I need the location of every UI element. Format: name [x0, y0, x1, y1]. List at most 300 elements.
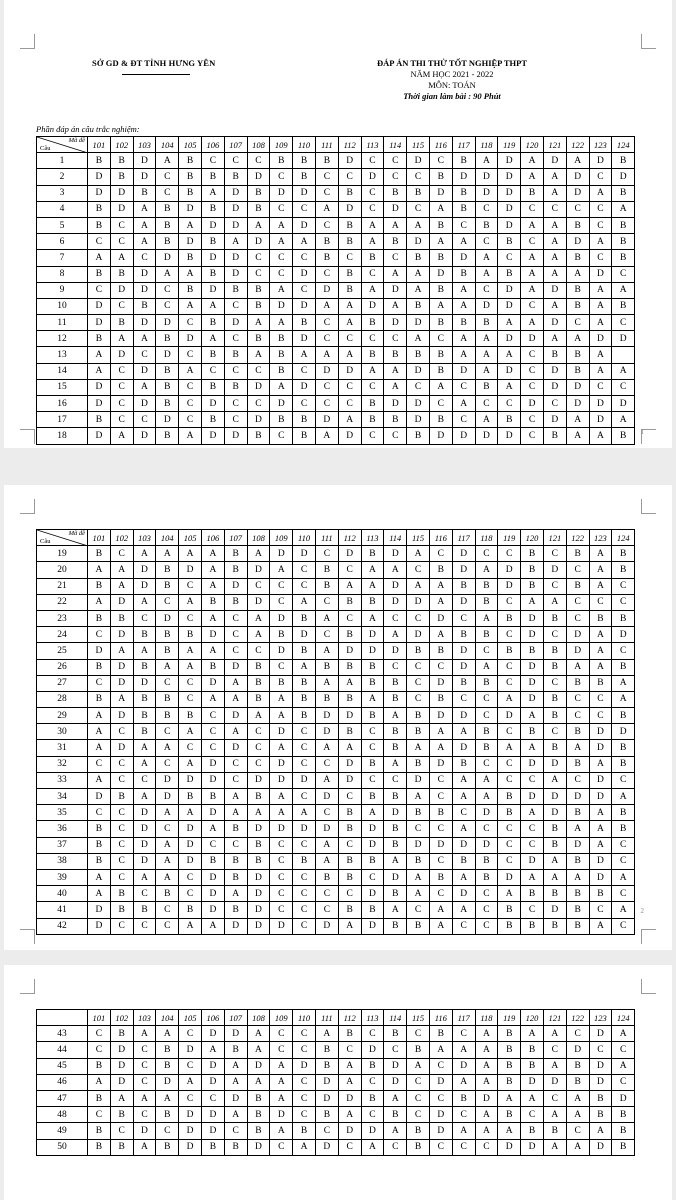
- answer-cell: A: [179, 217, 202, 233]
- answer-cell: B: [293, 643, 316, 659]
- answer-cell: B: [589, 675, 612, 691]
- answer-cell: A: [475, 562, 498, 578]
- answer-cell: A: [156, 659, 179, 675]
- answer-cell: A: [612, 363, 635, 379]
- answer-cell: C: [338, 331, 361, 347]
- answer-cell: B: [566, 546, 589, 562]
- answer-cell: A: [543, 250, 566, 266]
- answer-cell: D: [384, 869, 407, 885]
- answer-cell: C: [315, 185, 338, 201]
- answer-cell: B: [429, 643, 452, 659]
- answer-cell: C: [133, 610, 156, 626]
- answer-cell: C: [407, 1074, 430, 1090]
- answer-cell: A: [247, 347, 270, 363]
- answer-cell: A: [543, 331, 566, 347]
- answer-cell: C: [361, 201, 384, 217]
- answer-cell: D: [452, 659, 475, 675]
- answer-cell: D: [156, 772, 179, 788]
- answer-cell: D: [429, 1107, 452, 1123]
- answer-cell: D: [315, 412, 338, 428]
- answer-cell: D: [179, 853, 202, 869]
- answer-cell: C: [498, 396, 521, 412]
- answer-cell: B: [88, 1123, 111, 1139]
- exam-code-header: 102: [110, 1010, 133, 1026]
- header-cau-label: Câu: [40, 145, 51, 153]
- answer-cell: A: [270, 1090, 293, 1106]
- crop-mark: [20, 499, 35, 514]
- answer-cell: C: [293, 740, 316, 756]
- answer-cell: C: [566, 1026, 589, 1042]
- answer-cell: A: [270, 1058, 293, 1074]
- answer-cell: C: [338, 837, 361, 853]
- answer-cell: B: [384, 234, 407, 250]
- answer-cell: D: [521, 610, 544, 626]
- answer-cell: B: [521, 546, 544, 562]
- answer-cell: B: [361, 853, 384, 869]
- answer-cell: A: [384, 562, 407, 578]
- answer-cell: D: [498, 217, 521, 233]
- answer-cell: A: [521, 217, 544, 233]
- answer-cell: A: [475, 789, 498, 805]
- answer-cell: C: [293, 1026, 316, 1042]
- answer-cell: B: [179, 627, 202, 643]
- exam-code-header: 106: [201, 1010, 224, 1026]
- answer-cell: D: [179, 562, 202, 578]
- exam-code-header: 109: [270, 137, 293, 153]
- answer-cell: A: [543, 217, 566, 233]
- answer-cell: B: [88, 578, 111, 594]
- answer-cell: D: [315, 1074, 338, 1090]
- answer-cell: A: [589, 562, 612, 578]
- answer-cell: A: [589, 185, 612, 201]
- answer-cell: C: [452, 805, 475, 821]
- answer-cell: A: [247, 610, 270, 626]
- answer-cell: B: [224, 869, 247, 885]
- answer-cell: C: [407, 169, 430, 185]
- answer-cell: C: [475, 821, 498, 837]
- answer-cell: B: [452, 1090, 475, 1106]
- exam-code-header: 101: [88, 1010, 111, 1026]
- answer-cell: B: [315, 578, 338, 594]
- answer-cell: D: [566, 234, 589, 250]
- answer-cell: D: [589, 1139, 612, 1155]
- answer-cell: B: [475, 869, 498, 885]
- answer-cell: A: [179, 1074, 202, 1090]
- answer-cell: D: [384, 643, 407, 659]
- answer-cell: C: [521, 428, 544, 444]
- answer-cell: C: [452, 412, 475, 428]
- answer-cell: C: [88, 282, 111, 298]
- answer-cell: B: [384, 347, 407, 363]
- answer-cell: D: [270, 772, 293, 788]
- answer-cell: D: [384, 282, 407, 298]
- table-row: [37, 643, 635, 659]
- answer-cell: B: [452, 315, 475, 331]
- answer-cell: C: [521, 412, 544, 428]
- answer-cell: D: [589, 724, 612, 740]
- answer-cell: D: [110, 594, 133, 610]
- answer-cell: C: [612, 266, 635, 282]
- table-row: [37, 282, 635, 298]
- answer-cell: A: [88, 886, 111, 902]
- answer-cell: A: [475, 1058, 498, 1074]
- answer-cell: C: [110, 772, 133, 788]
- answer-cell: C: [612, 1074, 635, 1090]
- answer-cell: B: [429, 805, 452, 821]
- question-number: 19: [37, 546, 88, 562]
- answer-cell: B: [270, 363, 293, 379]
- answer-cell: A: [498, 315, 521, 331]
- answer-cell: A: [429, 578, 452, 594]
- answer-cell: B: [589, 610, 612, 626]
- exam-code-header: 101: [88, 530, 111, 546]
- question-number: 41: [37, 902, 88, 918]
- answer-cell: C: [566, 315, 589, 331]
- answer-cell: B: [429, 282, 452, 298]
- answer-cell: C: [407, 562, 430, 578]
- answer-cell: C: [429, 772, 452, 788]
- answer-cell: D: [566, 643, 589, 659]
- answer-cell: C: [498, 724, 521, 740]
- answer-cell: D: [224, 740, 247, 756]
- exam-code-header: 116: [429, 137, 452, 153]
- answer-cell: A: [384, 853, 407, 869]
- answer-cell: A: [88, 1074, 111, 1090]
- answer-cell: A: [110, 578, 133, 594]
- answer-cell: C: [566, 201, 589, 217]
- exam-code-header: 119: [498, 1010, 521, 1026]
- answer-cell: C: [179, 347, 202, 363]
- answer-cell: A: [543, 1058, 566, 1074]
- question-number: 29: [37, 708, 88, 724]
- exam-code-header: 107: [224, 137, 247, 153]
- answer-cell: C: [543, 1042, 566, 1058]
- answer-cell: A: [338, 740, 361, 756]
- answer-cell: B: [315, 1042, 338, 1058]
- answer-cell: B: [407, 805, 430, 821]
- answer-cell: A: [315, 772, 338, 788]
- answer-cell: C: [179, 379, 202, 395]
- answer-cell: A: [589, 234, 612, 250]
- table-row: [37, 201, 635, 217]
- answer-cell: B: [315, 562, 338, 578]
- answer-cell: B: [338, 821, 361, 837]
- answer-cell: C: [521, 837, 544, 853]
- answer-cell: B: [384, 918, 407, 934]
- answer-cell: D: [179, 234, 202, 250]
- answer-cell: A: [475, 153, 498, 169]
- answer-cell: C: [315, 379, 338, 395]
- answer-cell: C: [429, 821, 452, 837]
- answer-cell: C: [566, 594, 589, 610]
- answer-cell: C: [110, 869, 133, 885]
- answer-cell: D: [247, 594, 270, 610]
- answer-cell: D: [589, 396, 612, 412]
- answer-cell: D: [566, 396, 589, 412]
- answer-cell: B: [612, 756, 635, 772]
- answer-cell: A: [498, 740, 521, 756]
- question-number: 9: [37, 282, 88, 298]
- answer-cell: A: [452, 902, 475, 918]
- answer-cell: C: [429, 331, 452, 347]
- answer-cell: B: [566, 902, 589, 918]
- exam-code-header: 124: [612, 530, 635, 546]
- answer-cell: C: [452, 1026, 475, 1042]
- answer-cell: A: [133, 643, 156, 659]
- answer-cell: C: [338, 169, 361, 185]
- answer-cell: B: [612, 562, 635, 578]
- question-number: 11: [37, 315, 88, 331]
- answer-cell: C: [156, 185, 179, 201]
- answer-cell: C: [293, 756, 316, 772]
- question-number: 2: [37, 169, 88, 185]
- answer-cell: B: [270, 347, 293, 363]
- answer-cell: A: [315, 610, 338, 626]
- exam-code-header: 116: [429, 530, 452, 546]
- answer-cell: A: [589, 282, 612, 298]
- answer-cell: B: [270, 627, 293, 643]
- answer-cell: C: [156, 918, 179, 934]
- exam-code-header: 115: [407, 137, 430, 153]
- answer-cell: C: [156, 724, 179, 740]
- answer-cell: A: [270, 1074, 293, 1090]
- question-number: 44: [37, 1042, 88, 1058]
- answer-cell: B: [247, 789, 270, 805]
- answer-cell: C: [224, 643, 247, 659]
- answer-cell: A: [543, 1139, 566, 1155]
- answer-cell: A: [179, 363, 202, 379]
- answer-cell: C: [110, 1123, 133, 1139]
- answer-cell: B: [407, 1042, 430, 1058]
- table-row: [37, 837, 635, 853]
- answer-cell: A: [407, 331, 430, 347]
- answer-cell: C: [475, 643, 498, 659]
- answer-cell: A: [521, 266, 544, 282]
- answer-cell: A: [270, 805, 293, 821]
- answer-cell: C: [88, 675, 111, 691]
- answer-cell: A: [589, 578, 612, 594]
- answer-cell: A: [566, 1139, 589, 1155]
- answer-cell: C: [224, 331, 247, 347]
- answer-cell: B: [475, 675, 498, 691]
- exam-code-header: 122: [566, 530, 589, 546]
- answer-cell: D: [589, 869, 612, 885]
- answer-cell: A: [133, 217, 156, 233]
- exam-code-header: 111: [315, 1010, 338, 1026]
- answer-cell: B: [612, 805, 635, 821]
- table-row: [37, 347, 635, 363]
- answer-cell: A: [179, 918, 202, 934]
- answer-cell: C: [475, 546, 498, 562]
- answer-cell: D: [407, 594, 430, 610]
- answer-cell: A: [338, 1058, 361, 1074]
- answer-cell: D: [156, 250, 179, 266]
- answer-cell: B: [293, 428, 316, 444]
- answer-cell: B: [566, 805, 589, 821]
- answer-cell: B: [315, 659, 338, 675]
- answer-cell: D: [452, 594, 475, 610]
- answer-cell: B: [566, 675, 589, 691]
- answer-cell: A: [338, 412, 361, 428]
- answer-cell: B: [88, 153, 111, 169]
- answer-cell: B: [589, 1090, 612, 1106]
- answer-cell: A: [612, 789, 635, 805]
- exam-code-header: 108: [247, 1010, 270, 1026]
- answer-cell: D: [270, 821, 293, 837]
- answer-cell: D: [407, 234, 430, 250]
- answer-cell: B: [338, 282, 361, 298]
- answer-cell: B: [566, 886, 589, 902]
- answer-cell: D: [498, 578, 521, 594]
- answer-cell: C: [452, 918, 475, 934]
- answer-cell: B: [88, 659, 111, 675]
- answer-cell: B: [201, 659, 224, 675]
- answer-cell: B: [498, 234, 521, 250]
- answer-cell: D: [452, 886, 475, 902]
- answer-cell: D: [361, 1042, 384, 1058]
- answer-cell: B: [407, 643, 430, 659]
- answer-cell: C: [498, 821, 521, 837]
- answer-cell: A: [543, 1026, 566, 1042]
- answer-cell: A: [133, 594, 156, 610]
- question-number: 13: [37, 347, 88, 363]
- table-row: [37, 821, 635, 837]
- answer-cell: C: [270, 594, 293, 610]
- crop-mark: [20, 979, 35, 994]
- answer-cell: A: [247, 315, 270, 331]
- answer-cell: C: [407, 201, 430, 217]
- answer-cell: B: [133, 659, 156, 675]
- answer-cell: C: [110, 396, 133, 412]
- exam-code-header: 118: [475, 137, 498, 153]
- answer-cell: B: [566, 918, 589, 934]
- answer-cell: D: [498, 282, 521, 298]
- exam-code-header: 110: [293, 1010, 316, 1026]
- answer-cell: B: [498, 1042, 521, 1058]
- answer-cell: B: [429, 412, 452, 428]
- answer-cell: C: [521, 902, 544, 918]
- answer-cell: C: [361, 153, 384, 169]
- answer-cell: C: [543, 1090, 566, 1106]
- answer-cell: C: [88, 234, 111, 250]
- answer-cell: C: [475, 756, 498, 772]
- answer-cell: D: [429, 675, 452, 691]
- answer-cell: D: [475, 805, 498, 821]
- answer-cell: D: [133, 805, 156, 821]
- answer-cell: D: [179, 1139, 202, 1155]
- exam-code-header: 123: [589, 1010, 612, 1026]
- answer-cell: A: [429, 298, 452, 314]
- answer-cell: A: [452, 282, 475, 298]
- answer-cell: C: [543, 675, 566, 691]
- exam-title: ĐÁP ÁN THI THỬ TỐT NGHIỆP THPT: [376, 58, 528, 68]
- answer-cell: C: [156, 298, 179, 314]
- answer-cell: D: [201, 675, 224, 691]
- header-ma-de-label: Mã đề: [68, 530, 85, 537]
- answer-cell: D: [133, 363, 156, 379]
- answer-cell: A: [270, 217, 293, 233]
- answer-cell: A: [338, 675, 361, 691]
- answer-cell: D: [384, 594, 407, 610]
- table-corner-cell: [37, 137, 88, 153]
- answer-cell: A: [429, 627, 452, 643]
- answer-cell: D: [612, 169, 635, 185]
- answer-cell: D: [475, 837, 498, 853]
- table-row: [37, 379, 635, 395]
- answer-cell: D: [338, 201, 361, 217]
- answer-cell: D: [498, 331, 521, 347]
- answer-cell: B: [407, 918, 430, 934]
- answer-cell: C: [201, 740, 224, 756]
- answer-cell: A: [179, 756, 202, 772]
- answer-cell: B: [475, 724, 498, 740]
- answer-cell: D: [338, 363, 361, 379]
- table-row: [37, 789, 635, 805]
- question-number: 6: [37, 234, 88, 250]
- answer-cell: D: [361, 627, 384, 643]
- answer-cell: B: [429, 1026, 452, 1042]
- answer-cell: A: [179, 266, 202, 282]
- answer-cell: D: [475, 169, 498, 185]
- answer-cell: A: [270, 1123, 293, 1139]
- answer-cell: A: [293, 1139, 316, 1155]
- answer-cell: B: [110, 886, 133, 902]
- answer-cell: A: [521, 153, 544, 169]
- answer-cell: C: [521, 772, 544, 788]
- answer-cell: A: [521, 1026, 544, 1042]
- answer-cell: A: [407, 869, 430, 885]
- answer-cell: C: [361, 185, 384, 201]
- answer-cell: A: [315, 201, 338, 217]
- answer-cell: C: [521, 234, 544, 250]
- answer-cell: B: [361, 396, 384, 412]
- answer-cell: D: [133, 396, 156, 412]
- answer-cell: A: [88, 363, 111, 379]
- table-row: [37, 1107, 635, 1123]
- answer-cell: D: [521, 1074, 544, 1090]
- answer-cell: A: [110, 331, 133, 347]
- answer-cell: D: [133, 853, 156, 869]
- answer-cell: C: [270, 1139, 293, 1155]
- answer-cell: A: [475, 772, 498, 788]
- answer-cell: D: [612, 396, 635, 412]
- answer-cell: B: [110, 610, 133, 626]
- answer-cell: C: [361, 266, 384, 282]
- answer-cell: C: [566, 562, 589, 578]
- table-row: [37, 153, 635, 169]
- answer-cell: C: [224, 298, 247, 314]
- answer-cell: D: [589, 1058, 612, 1074]
- question-number: 37: [37, 837, 88, 853]
- answer-cell: D: [521, 853, 544, 869]
- answer-cell: D: [452, 363, 475, 379]
- answer-cell: A: [224, 886, 247, 902]
- answer-cell: D: [270, 298, 293, 314]
- answer-cell: D: [384, 805, 407, 821]
- answer-cell: C: [88, 1107, 111, 1123]
- answer-cell: A: [407, 578, 430, 594]
- answer-cell: C: [179, 610, 202, 626]
- answer-cell: A: [179, 659, 202, 675]
- answer-cell: C: [543, 396, 566, 412]
- answer-cell: C: [407, 1026, 430, 1042]
- answer-cell: B: [361, 675, 384, 691]
- answer-cell: A: [407, 217, 430, 233]
- exam-code-header: 117: [452, 1010, 475, 1026]
- answer-cell: C: [612, 643, 635, 659]
- answer-cell: B: [156, 1107, 179, 1123]
- answer-cell: C: [407, 1107, 430, 1123]
